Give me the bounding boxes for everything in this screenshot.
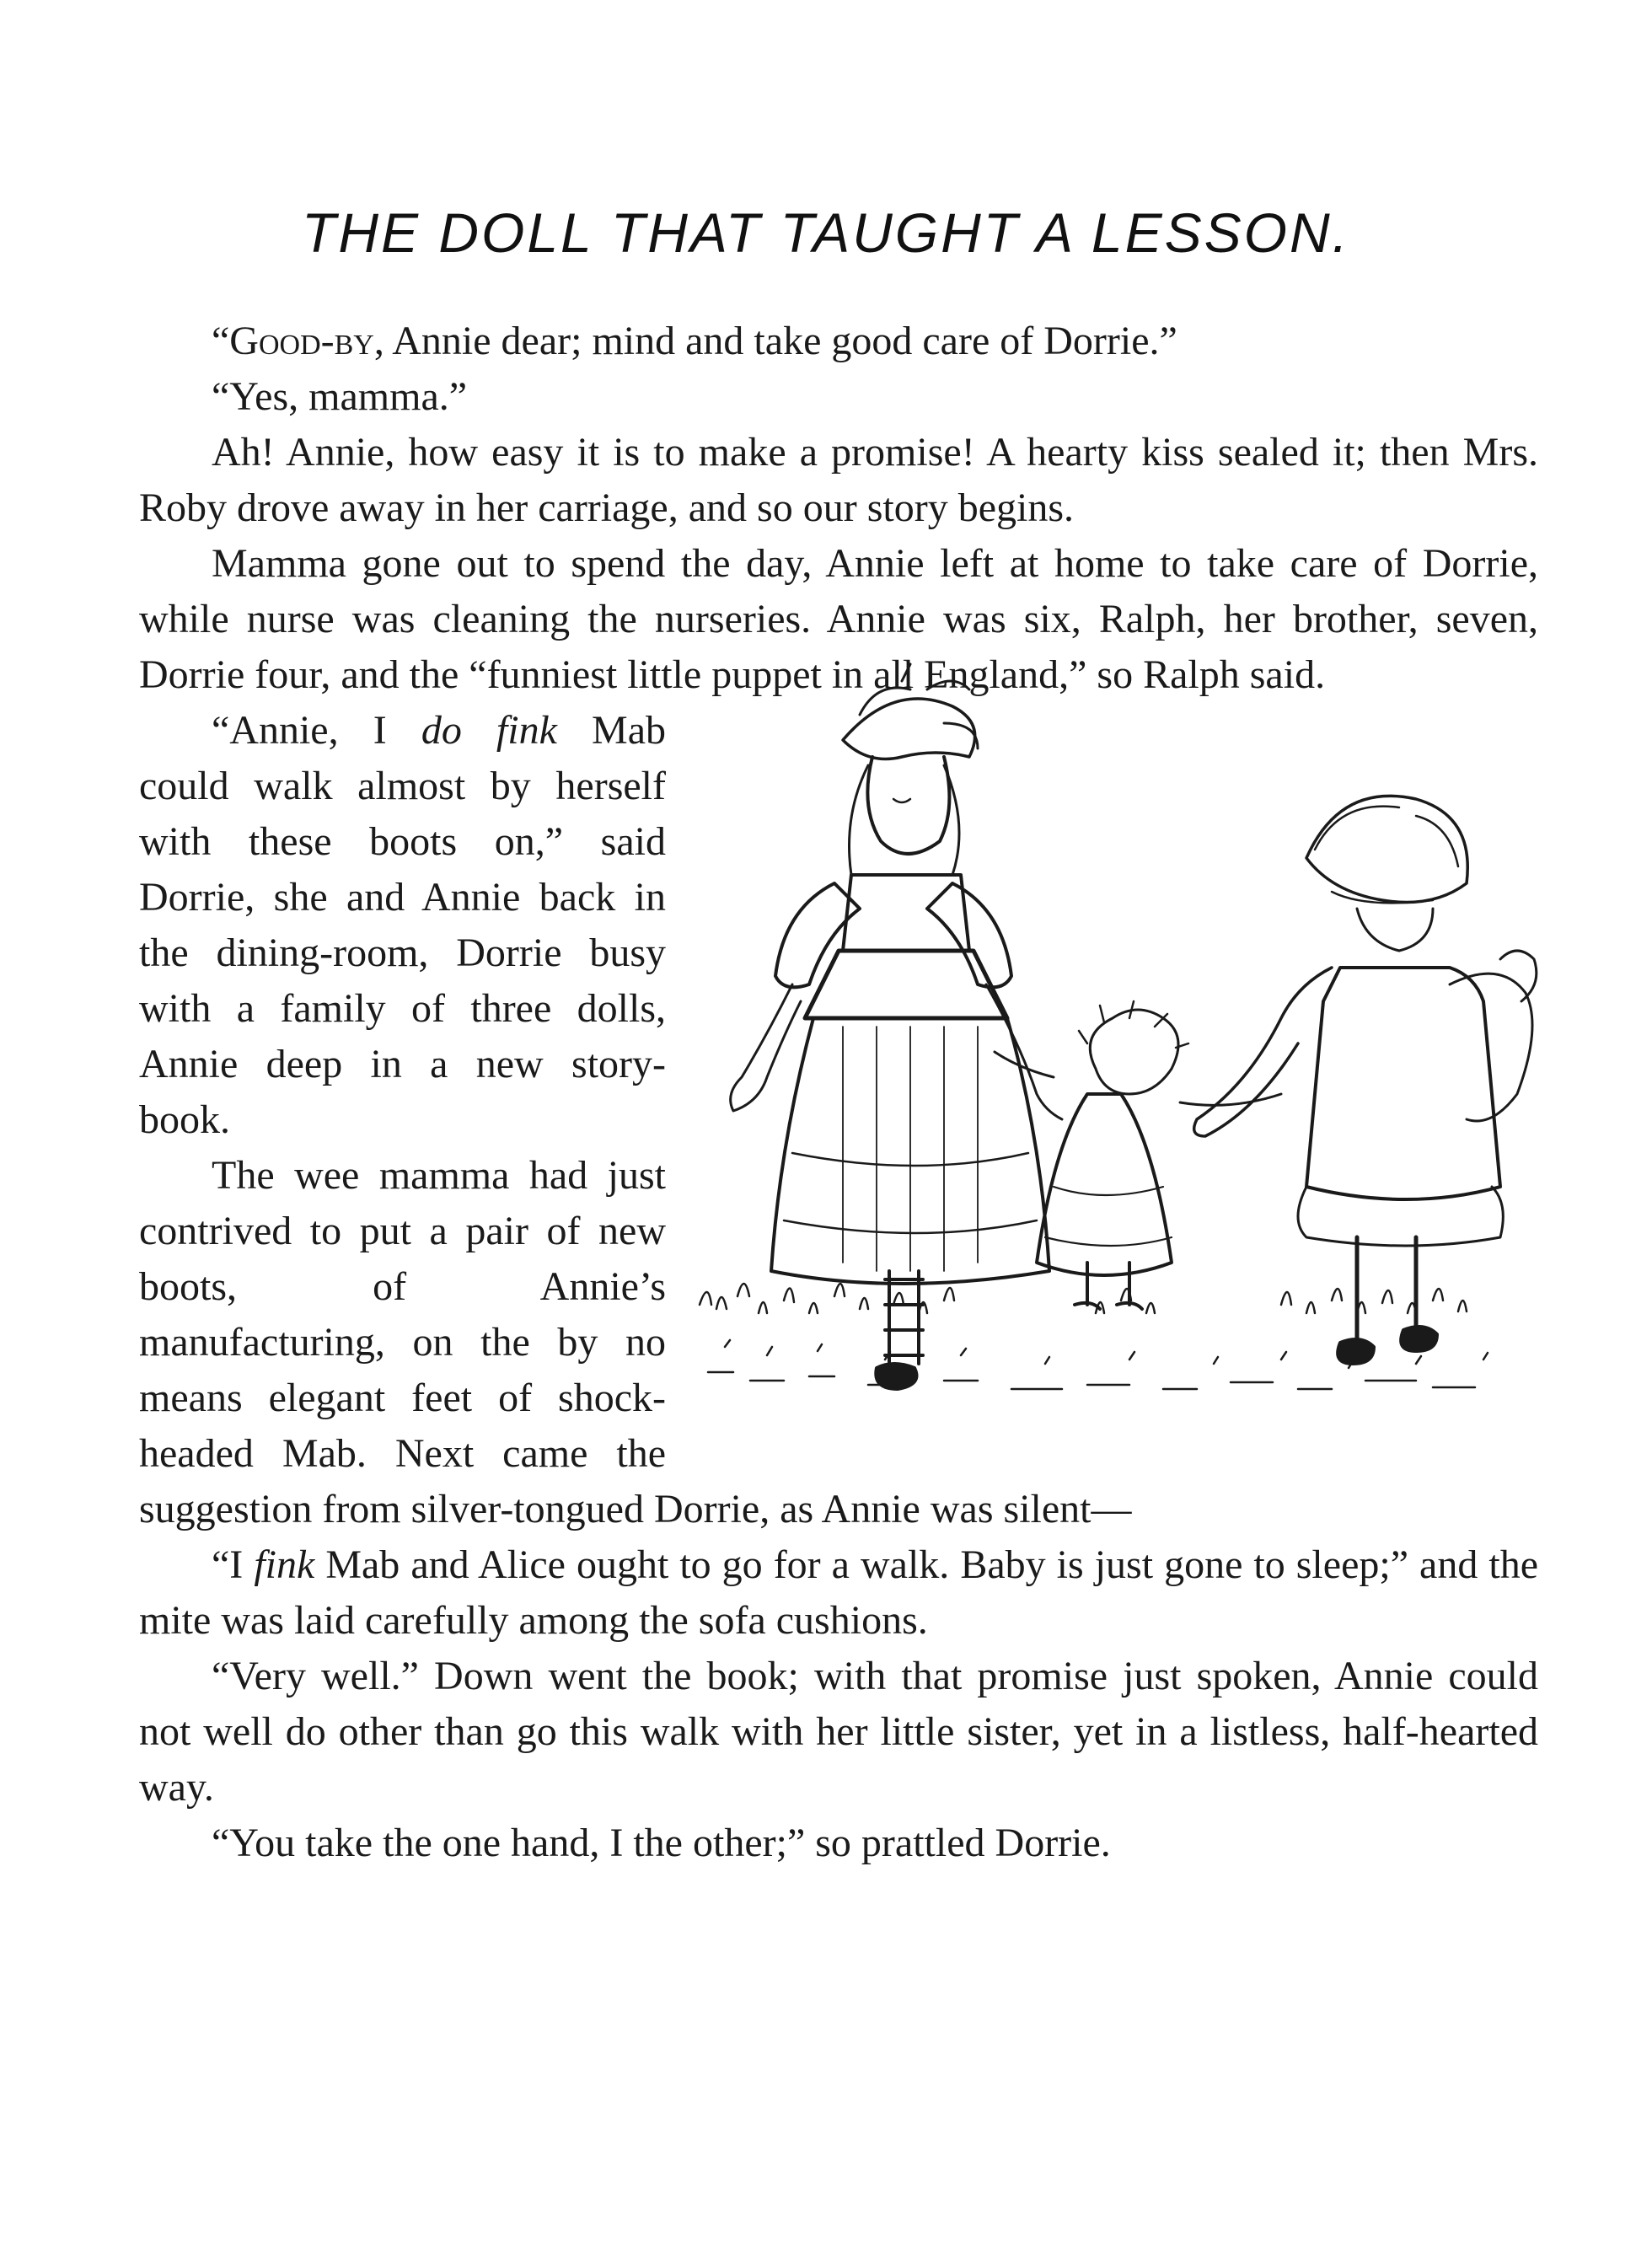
- paragraph-5-text-b: Mab could walk almost by herself with these boots on,” said Dorrie, she and Annie back in the dining-room, Dorrie busy with a family of three dolls, Annie deep in a new story-book.: [139, 708, 666, 1142]
- paragraph-2: “Yes, mamma.”: [212, 374, 468, 419]
- paragraph-7: [139, 1537, 1538, 1649]
- paragraph-1-text: Annie dear; mind and take good care of Dorrie.”: [384, 319, 1177, 363]
- paragraph-1-opening: “Good-by,: [212, 319, 384, 363]
- paragraph-5-emphasis: do fink: [421, 708, 557, 753]
- paragraph-3: Ah! Annie, how easy it is to make a promise! A hearty kiss sealed it; then Mrs. Roby drove away in her carriage, and so our story begins.: [139, 430, 1538, 530]
- paragraph-7-text-a: “I: [212, 1542, 255, 1587]
- illustration-drawing: [691, 647, 1538, 1419]
- paragraph-5-text-a: “Annie, I: [212, 708, 421, 753]
- girl-dorrie: [1194, 796, 1537, 1364]
- paragraph-8: “Very well.” Down went the book; with that promise just spoken, Annie could not well do other than go this walk with her little sister, yet in a listless, half-hearted way.: [139, 1654, 1538, 1810]
- girl-annie: [731, 664, 1062, 1389]
- story-text: [139, 314, 1538, 1871]
- grass-ground: [700, 1284, 1488, 1389]
- paragraph-7-emphasis: fink: [254, 1542, 315, 1587]
- paragraph-1: [139, 314, 1538, 369]
- page-title: THE DOLL THAT TAUGHT A LESSON.: [302, 201, 1350, 264]
- illustration-children-with-doll: [691, 647, 1538, 1419]
- paragraph-9: “You take the one hand, I the other;” so prattled Dorrie.: [212, 1821, 1111, 1865]
- paragraph-4-text: Mamma gone out to spend the day, Annie left at home to take care of Dorrie, while nurse was cleaning the nurseries. Annie was six, Ralph, her brother, seven, Dorrie four, and the “funniest little puppet in all England,” so Ralph said.: [139, 541, 1538, 697]
- paragraph-6: The wee mamma had just contrived to put a pair of new boots, of Annie’s manufacturing, on the by no means elegant feet of shock-headed Mab. Next came the suggestion from silver-tongued Dorrie, as Annie was silent—: [139, 1153, 1132, 1531]
- paragraph-7-text-b: Mab and Alice ought to go for a walk. Baby is just gone to sleep;” and the mite was laid carefully among the sofa cushions.: [139, 1542, 1538, 1643]
